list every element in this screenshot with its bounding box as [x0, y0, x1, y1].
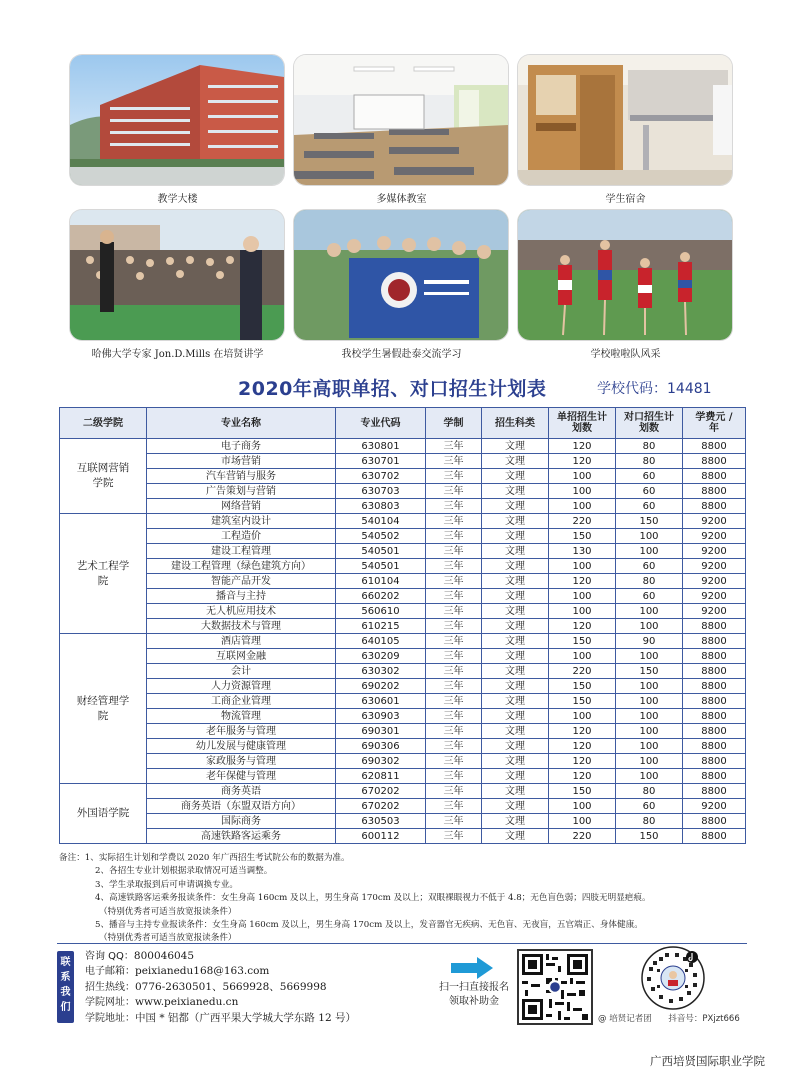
counterpart-plan-cell: 100	[616, 604, 683, 619]
single-plan-cell: 120	[549, 724, 616, 739]
major-code-cell: 630503	[336, 814, 426, 829]
table-row	[60, 559, 746, 574]
email-value[interactable]: peixianedu168@163.com	[135, 965, 270, 978]
table-row	[60, 499, 746, 514]
counterpart-plan-cell: 80	[616, 784, 683, 799]
major-code-cell: 540501	[336, 559, 426, 574]
tuition-cell: 8800	[683, 829, 746, 844]
note-line: 4、高速铁路客运乘务报读条件：女生身高 160cm 及以上，男生身高 170cm 及以上；双眼裸眼视力不低于 4.8；无色盲色弱；四肢无明显疤痕。	[95, 893, 651, 904]
category-cell: 文理	[482, 544, 549, 559]
counterpart-plan-cell: 100	[616, 619, 683, 634]
note-line: 备注：1、实际招生计划和学费以 2020 年广西招生考试院公布的数据为准。	[59, 853, 350, 863]
contact-label: 学院网址：	[85, 997, 135, 1009]
category-cell: 文理	[482, 679, 549, 694]
duration-cell: 三年	[426, 634, 482, 649]
scan-hint	[426, 981, 522, 1009]
enrollment-plan-table	[59, 407, 746, 844]
single-plan-cell: 150	[549, 694, 616, 709]
col-header-college: 二级学院	[60, 408, 147, 439]
photo-caption: 学生宿舍	[605, 194, 646, 205]
counterpart-plan-cell: 150	[616, 514, 683, 529]
table-row	[60, 664, 746, 679]
counterpart-plan-cell: 60	[616, 559, 683, 574]
major-name-cell: 工商企业管理	[147, 694, 336, 709]
duration-cell: 三年	[426, 544, 482, 559]
counterpart-plan-cell: 100	[616, 769, 683, 784]
photo-caption: 哈佛大学专家 Jon.D.Mills 在培贤讲学	[91, 349, 264, 360]
counterpart-plan-cell: 80	[616, 454, 683, 469]
category-cell: 文理	[482, 469, 549, 484]
photo-caption: 学校啦啦队风采	[590, 349, 661, 360]
category-cell: 文理	[482, 694, 549, 709]
counterpart-plan-cell: 60	[616, 589, 683, 604]
major-name-cell: 老年保健与管理	[147, 769, 336, 784]
major-name-cell: 会计	[147, 664, 336, 679]
major-code-cell: 610215	[336, 619, 426, 634]
douyin-id: 抖音号：PXjzt666	[668, 1014, 740, 1024]
major-code-cell: 690301	[336, 724, 426, 739]
single-plan-cell: 120	[549, 439, 616, 454]
tuition-cell: 9200	[683, 574, 746, 589]
photo-caption: 我校学生暑假赴泰交流学习	[341, 349, 462, 360]
contact-label: 招生热线：	[85, 981, 135, 993]
category-cell: 文理	[482, 454, 549, 469]
single-plan-cell: 100	[549, 709, 616, 724]
contact-tab: 联系我们	[57, 951, 74, 1023]
counterpart-plan-cell: 60	[616, 469, 683, 484]
contact-website	[85, 995, 356, 1010]
table-row	[60, 679, 746, 694]
single-plan-cell: 120	[549, 454, 616, 469]
contact-label: 咨询 QQ：	[85, 951, 134, 962]
major-name-cell: 高速铁路客运乘务	[147, 829, 336, 844]
category-cell: 文理	[482, 754, 549, 769]
tuition-cell: 8800	[683, 634, 746, 649]
major-name-cell: 互联网金融	[147, 649, 336, 664]
counterpart-plan-cell: 100	[616, 709, 683, 724]
qr-code-icon	[519, 951, 591, 1023]
single-plan-cell: 120	[549, 574, 616, 589]
category-cell: 文理	[482, 634, 549, 649]
counterpart-plan-cell: 100	[616, 679, 683, 694]
category-cell: 文理	[482, 514, 549, 529]
college-name: 财经管理学院	[76, 694, 130, 722]
photo-harvard-lecture	[70, 210, 284, 340]
duration-cell: 三年	[426, 724, 482, 739]
note-line: 2、各招生专业计划根据录取情况可适当调整。	[95, 866, 273, 877]
table-row	[60, 484, 746, 499]
major-name-cell: 电子商务	[147, 439, 336, 454]
table-row	[60, 649, 746, 664]
single-plan-cell: 100	[549, 559, 616, 574]
category-cell: 文理	[482, 529, 549, 544]
category-cell: 文理	[482, 769, 549, 784]
major-name-cell: 工程造价	[147, 529, 336, 544]
duration-cell: 三年	[426, 769, 482, 784]
page-title: 2020年高职单招、对口招生计划表	[238, 378, 547, 400]
table-header-row	[60, 408, 746, 439]
contact-qq	[85, 949, 356, 964]
counterpart-plan-cell: 100	[616, 649, 683, 664]
duration-cell: 三年	[426, 814, 482, 829]
tuition-cell: 9200	[683, 604, 746, 619]
tuition-cell: 8800	[683, 619, 746, 634]
col-header-single-plan	[549, 408, 616, 439]
contact-hotline	[85, 980, 356, 995]
photo-student-dormitory	[518, 55, 732, 185]
photo-cheerleading	[518, 210, 732, 340]
single-plan-cell: 150	[549, 634, 616, 649]
single-plan-cell: 220	[549, 664, 616, 679]
college-name: 外国语学院	[76, 807, 130, 819]
table-row	[60, 439, 746, 454]
duration-cell: 三年	[426, 499, 482, 514]
counterpart-plan-cell: 80	[616, 574, 683, 589]
single-plan-cell: 220	[549, 514, 616, 529]
major-name-cell: 人力资源管理	[147, 679, 336, 694]
single-plan-cell: 220	[549, 829, 616, 844]
arrow-right-icon	[451, 957, 493, 979]
single-plan-cell: 100	[549, 499, 616, 514]
photo-caption: 多媒体教室	[376, 194, 427, 205]
table-row	[60, 619, 746, 634]
tuition-cell: 8800	[683, 769, 746, 784]
major-code-cell: 610104	[336, 574, 426, 589]
major-code-cell: 630302	[336, 664, 426, 679]
duration-cell: 三年	[426, 469, 482, 484]
duration-cell: 三年	[426, 619, 482, 634]
duration-cell: 三年	[426, 784, 482, 799]
col-header-code: 专业代码	[336, 408, 426, 439]
contact-address	[85, 1011, 356, 1026]
col-header-text: 单招招生计划数	[557, 412, 607, 434]
table-row	[60, 529, 746, 544]
counterpart-plan-cell: 100	[616, 754, 683, 769]
major-name-cell: 酒店管理	[147, 634, 336, 649]
major-name-cell: 商务英语	[147, 784, 336, 799]
major-code-cell: 630801	[336, 439, 426, 454]
website-link[interactable]: www.peixianedu.cn	[135, 996, 239, 1009]
duration-cell: 三年	[426, 559, 482, 574]
counterpart-plan-cell: 100	[616, 724, 683, 739]
major-code-cell: 630702	[336, 469, 426, 484]
major-code-cell: 630703	[336, 484, 426, 499]
counterpart-plan-cell: 150	[616, 829, 683, 844]
col-header-text: 学费元 / 年	[695, 412, 733, 434]
contact-email	[85, 964, 356, 979]
table-row	[60, 769, 746, 784]
counterpart-plan-cell: 80	[616, 439, 683, 454]
duration-cell: 三年	[426, 529, 482, 544]
table-row	[60, 634, 746, 649]
table-row	[60, 454, 746, 469]
single-plan-cell: 120	[549, 619, 616, 634]
single-plan-cell: 100	[549, 484, 616, 499]
col-header-text: 对口招生计划数	[624, 412, 674, 434]
col-header-counterpart-plan	[616, 408, 683, 439]
single-plan-cell: 100	[549, 469, 616, 484]
counterpart-plan-cell: 100	[616, 739, 683, 754]
counterpart-plan-cell: 60	[616, 499, 683, 514]
major-name-cell: 智能产品开发	[147, 574, 336, 589]
table-row	[60, 604, 746, 619]
douyin-qr-code[interactable]	[637, 945, 709, 1011]
major-name-cell: 大数据技术与管理	[147, 619, 336, 634]
table-row	[60, 589, 746, 604]
major-code-cell: 540502	[336, 529, 426, 544]
major-name-cell: 国际商务	[147, 814, 336, 829]
category-cell: 文理	[482, 784, 549, 799]
category-cell: 文理	[482, 439, 549, 454]
counterpart-plan-cell: 80	[616, 814, 683, 829]
major-code-cell: 630803	[336, 499, 426, 514]
category-cell: 文理	[482, 649, 549, 664]
counterpart-plan-cell: 100	[616, 694, 683, 709]
duration-cell: 三年	[426, 739, 482, 754]
single-plan-cell: 100	[549, 814, 616, 829]
major-code-cell: 670202	[336, 784, 426, 799]
duration-cell: 三年	[426, 589, 482, 604]
signup-qr-code[interactable]	[517, 949, 593, 1025]
footer-school-name: 广西培贤国际职业学院	[650, 1054, 765, 1068]
major-name-cell: 商务英语（东盟双语方向）	[147, 799, 336, 814]
category-cell: 文理	[482, 499, 549, 514]
tuition-cell: 8800	[683, 484, 746, 499]
major-name-cell: 幼儿发展与健康管理	[147, 739, 336, 754]
tuition-cell: 8800	[683, 694, 746, 709]
major-code-cell: 630601	[336, 694, 426, 709]
tuition-cell: 8800	[683, 709, 746, 724]
single-plan-cell: 120	[549, 739, 616, 754]
table-row	[60, 799, 746, 814]
tuition-cell: 8800	[683, 739, 746, 754]
major-name-cell: 建筑室内设计	[147, 514, 336, 529]
category-cell: 文理	[482, 559, 549, 574]
notes	[59, 852, 749, 946]
tuition-cell: 8800	[683, 439, 746, 454]
table-row	[60, 829, 746, 844]
photo-caption: 教学大楼	[157, 194, 198, 205]
major-code-cell: 670202	[336, 799, 426, 814]
scan-text: 扫一扫直接报名	[439, 982, 509, 993]
tuition-cell: 8800	[683, 814, 746, 829]
category-cell: 文理	[482, 724, 549, 739]
single-plan-cell: 150	[549, 679, 616, 694]
major-name-cell: 建设工程管理（绿色建筑方向）	[147, 559, 336, 574]
duration-cell: 三年	[426, 574, 482, 589]
college-cell	[60, 439, 147, 514]
note-line: （特别优秀者可适当放宽报读条件）	[99, 906, 237, 917]
col-header-major: 专业名称	[147, 408, 336, 439]
photo-teaching-building	[70, 55, 284, 185]
major-code-cell: 660202	[336, 589, 426, 604]
tuition-cell: 9200	[683, 589, 746, 604]
counterpart-plan-cell: 100	[616, 529, 683, 544]
category-cell: 文理	[482, 619, 549, 634]
category-cell: 文理	[482, 829, 549, 844]
duration-cell: 三年	[426, 484, 482, 499]
duration-cell: 三年	[426, 694, 482, 709]
college-name: 互联网营销学院	[76, 462, 130, 489]
major-code-cell: 620811	[336, 769, 426, 784]
category-cell: 文理	[482, 814, 549, 829]
table-row	[60, 469, 746, 484]
major-code-cell: 560610	[336, 604, 426, 619]
table-row	[60, 514, 746, 529]
major-code-cell: 690306	[336, 739, 426, 754]
tuition-cell: 8800	[683, 664, 746, 679]
single-plan-cell: 100	[549, 589, 616, 604]
duration-cell: 三年	[426, 799, 482, 814]
major-code-cell: 630903	[336, 709, 426, 724]
tuition-cell: 8800	[683, 784, 746, 799]
note-line: 5、播音与主持专业报读条件：女生身高 160cm 及以上，男生身高 170cm 及以上，发音器官无疾病、无色盲、无夜盲，五官端正、身体健康。	[95, 920, 643, 931]
note-line: （特别优秀者可适当放宽报读条件）	[99, 933, 237, 944]
table-row	[60, 709, 746, 724]
major-code-cell: 540104	[336, 514, 426, 529]
tuition-cell: 8800	[683, 469, 746, 484]
major-name-cell: 建设工程管理	[147, 544, 336, 559]
duration-cell: 三年	[426, 664, 482, 679]
qq-value[interactable]: 800046045	[133, 950, 195, 962]
duration-cell: 三年	[426, 649, 482, 664]
category-cell: 文理	[482, 604, 549, 619]
major-code-cell: 600112	[336, 829, 426, 844]
counterpart-plan-cell: 90	[616, 634, 683, 649]
single-plan-cell: 100	[549, 649, 616, 664]
duration-cell: 三年	[426, 604, 482, 619]
table-row	[60, 784, 746, 799]
counterpart-plan-cell: 60	[616, 484, 683, 499]
follow-info	[598, 1012, 740, 1024]
single-plan-cell: 120	[549, 754, 616, 769]
major-code-cell: 540501	[336, 544, 426, 559]
single-plan-cell: 150	[549, 784, 616, 799]
scan-text: 领取补助金	[449, 996, 499, 1007]
table-row	[60, 694, 746, 709]
major-name-cell: 老年服务与管理	[147, 724, 336, 739]
tuition-cell: 8800	[683, 724, 746, 739]
major-name-cell: 播音与主持	[147, 589, 336, 604]
major-name-cell: 家政服务与管理	[147, 754, 336, 769]
duration-cell: 三年	[426, 754, 482, 769]
table-row	[60, 724, 746, 739]
duration-cell: 三年	[426, 829, 482, 844]
major-code-cell: 640105	[336, 634, 426, 649]
major-name-cell: 汽车营销与服务	[147, 469, 336, 484]
tuition-cell: 9200	[683, 529, 746, 544]
major-code-cell: 630209	[336, 649, 426, 664]
col-header-category: 招生科类	[482, 408, 549, 439]
tuition-cell: 8800	[683, 754, 746, 769]
college-cell	[60, 784, 147, 844]
table-row	[60, 574, 746, 589]
photo-multimedia-classroom	[294, 55, 508, 185]
single-plan-cell: 120	[549, 769, 616, 784]
duration-cell: 三年	[426, 439, 482, 454]
major-code-cell: 630701	[336, 454, 426, 469]
tuition-cell: 9200	[683, 559, 746, 574]
college-cell	[60, 634, 147, 784]
tuition-cell: 9200	[683, 544, 746, 559]
table-row	[60, 544, 746, 559]
category-cell: 文理	[482, 709, 549, 724]
category-cell: 文理	[482, 574, 549, 589]
single-plan-cell: 100	[549, 604, 616, 619]
tuition-cell: 8800	[683, 499, 746, 514]
divider	[57, 943, 747, 944]
follow-account: @ 培贤记者团	[598, 1014, 652, 1024]
address-value: 中国 * 铝都（广西平果大学城大学东路 12 号）	[135, 1011, 356, 1024]
major-name-cell: 广告策划与营销	[147, 484, 336, 499]
tuition-cell: 8800	[683, 679, 746, 694]
major-name-cell: 市场营销	[147, 454, 336, 469]
category-cell: 文理	[482, 799, 549, 814]
duration-cell: 三年	[426, 514, 482, 529]
table-row	[60, 739, 746, 754]
tuition-cell: 9200	[683, 799, 746, 814]
category-cell: 文理	[482, 484, 549, 499]
photo-thailand-exchange	[294, 210, 508, 340]
single-plan-cell: 150	[549, 529, 616, 544]
major-name-cell: 物流管理	[147, 709, 336, 724]
qr-code-icon	[637, 945, 709, 1011]
category-cell: 文理	[482, 589, 549, 604]
category-cell: 文理	[482, 739, 549, 754]
college-cell	[60, 514, 147, 634]
category-cell: 文理	[482, 664, 549, 679]
title-row	[60, 372, 750, 402]
col-header-duration: 学制	[426, 408, 482, 439]
single-plan-cell: 130	[549, 544, 616, 559]
single-plan-cell: 100	[549, 799, 616, 814]
major-code-cell: 690202	[336, 679, 426, 694]
counterpart-plan-cell: 100	[616, 544, 683, 559]
table-row	[60, 814, 746, 829]
duration-cell: 三年	[426, 454, 482, 469]
note-line: 3、学生录取报到后可申请调换专业。	[95, 879, 238, 890]
col-header-tuition	[683, 408, 746, 439]
counterpart-plan-cell: 150	[616, 664, 683, 679]
hotline-value[interactable]: 0776-2630501、5669928、5669998	[135, 980, 327, 993]
major-code-cell: 690302	[336, 754, 426, 769]
table-row	[60, 754, 746, 769]
major-name-cell: 无人机应用技术	[147, 604, 336, 619]
contact-info	[85, 949, 356, 1026]
tuition-cell: 9200	[683, 514, 746, 529]
school-code: 学校代码：14481	[597, 381, 712, 397]
duration-cell: 三年	[426, 679, 482, 694]
major-name-cell: 网络营销	[147, 499, 336, 514]
contact-label: 学院地址：	[85, 1012, 135, 1024]
tuition-cell: 8800	[683, 649, 746, 664]
duration-cell: 三年	[426, 709, 482, 724]
counterpart-plan-cell: 60	[616, 799, 683, 814]
tuition-cell: 8800	[683, 454, 746, 469]
contact-label: 电子邮箱：	[85, 966, 135, 978]
college-name: 艺术工程学院	[76, 559, 130, 587]
